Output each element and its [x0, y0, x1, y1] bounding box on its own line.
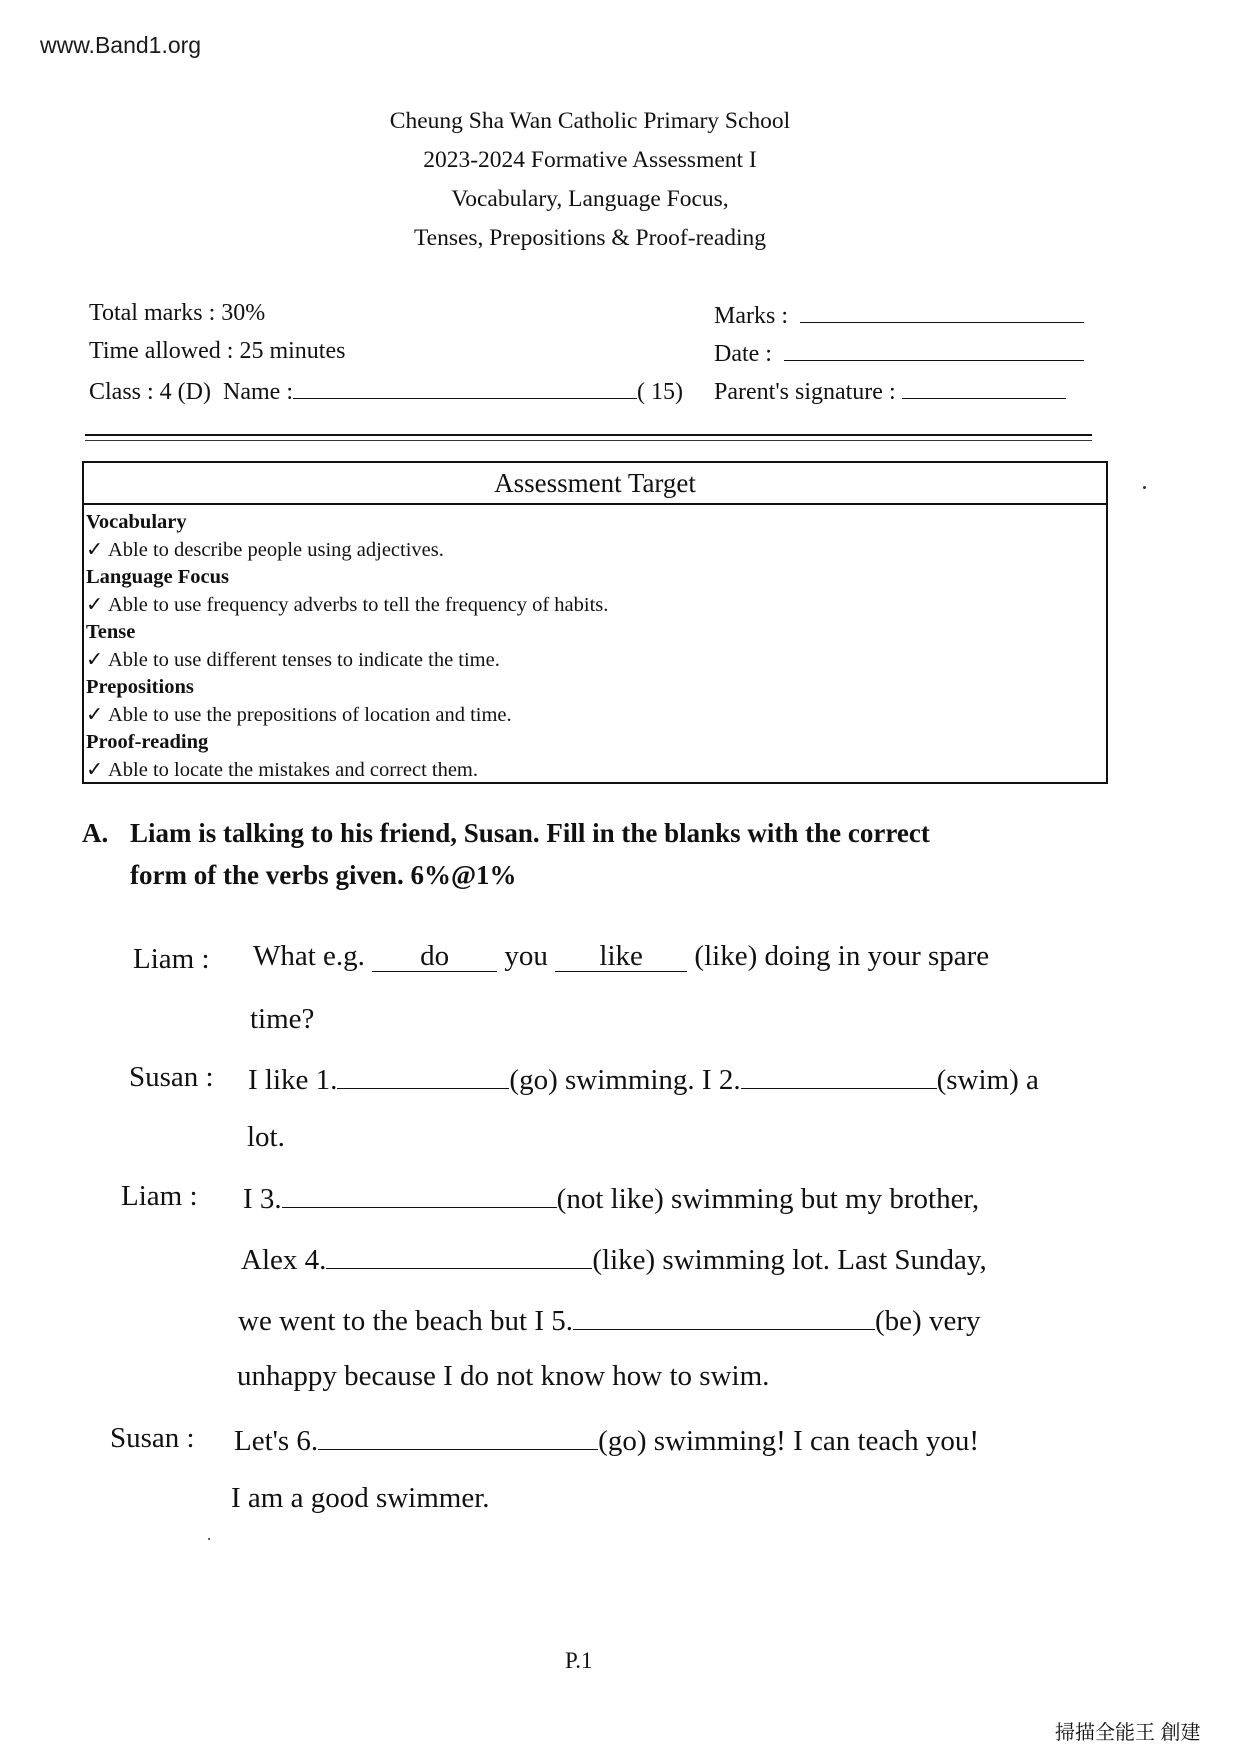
class-close-paren: ) — [203, 379, 212, 405]
marks-label: Marks : — [714, 303, 788, 329]
target-item — [86, 537, 1106, 565]
name-label: Name : — [223, 379, 293, 405]
assessment-name: 2023-2024 Formative Assessment I — [423, 147, 757, 173]
dialogue-line — [238, 1299, 980, 1338]
dialogue-text: (go) swimming! I can teach you! — [598, 1425, 980, 1457]
answer-blank-5[interactable] — [573, 1299, 875, 1330]
target-item — [86, 757, 1106, 785]
dialogue-speaker-liam: Liam : — [133, 943, 210, 975]
total-marks — [89, 300, 265, 327]
dialogue-text: I 3. — [243, 1183, 282, 1215]
answer-blank-3[interactable] — [282, 1177, 557, 1208]
dialogue-text: (not like) swimming but my brother, — [556, 1183, 980, 1215]
dialogue-text: Let's 6. — [234, 1425, 319, 1457]
dialogue-speaker-susan: Susan : — [110, 1422, 195, 1454]
assessment-target-list — [84, 505, 1106, 784]
total-marks-label: Total marks — [89, 300, 203, 326]
answer-blank-4[interactable] — [326, 1238, 592, 1269]
dialogue-text: we went to the beach but I 5. — [238, 1305, 574, 1337]
example-answer-2: like — [555, 941, 687, 972]
dialogue-text: Alex 4. — [241, 1244, 327, 1276]
checkmark-icon: ✓ — [86, 758, 104, 781]
class-name-row — [89, 376, 683, 406]
watermark-url: www.Band1.org — [40, 32, 202, 58]
scan-speck — [208, 1538, 210, 1540]
dialogue-text: I like 1. — [248, 1064, 338, 1096]
checkmark-icon: ✓ — [86, 593, 104, 616]
checkmark-icon: ✓ — [86, 648, 104, 671]
dialogue-text: (like) doing in your spare — [694, 940, 990, 972]
date-label: Date : — [714, 341, 772, 367]
assessment-target-box — [82, 461, 1108, 784]
target-category: Vocabulary — [86, 511, 187, 533]
dialogue-text: (go) swimming. I 2. — [509, 1064, 741, 1096]
class-number-open: ( — [637, 379, 645, 405]
header-divider-thin — [85, 440, 1092, 441]
exam-title-block — [0, 102, 1180, 258]
date-field[interactable] — [784, 338, 1084, 361]
target-item-text: Able to use frequency adverbs to tell the frequency of habits. — [108, 593, 609, 616]
target-item-text: Able to describe people using adjectives. — [108, 538, 444, 561]
header-divider-thick — [85, 434, 1092, 436]
dialogue-line — [241, 1238, 987, 1277]
example-answer-1: do — [372, 941, 497, 972]
parent-signature-row — [714, 376, 1066, 406]
class-number-close: ) — [675, 379, 683, 405]
time-allowed — [89, 338, 345, 365]
name-field[interactable] — [293, 376, 637, 399]
dialogue-text: you — [504, 940, 548, 972]
dialogue-continuation: time? — [250, 1003, 315, 1035]
target-category: Language Focus — [86, 566, 229, 588]
section-a-label: A. — [82, 818, 109, 848]
dialogue-continuation: I am a good swimmer. — [231, 1482, 490, 1514]
dialogue-line — [234, 1419, 979, 1458]
answer-blank-2[interactable] — [741, 1058, 937, 1089]
target-item — [86, 702, 1106, 730]
date-row — [714, 338, 1084, 368]
target-item — [86, 592, 1106, 620]
subjects-line-1: Vocabulary, Language Focus, — [451, 186, 729, 212]
dialogue-line — [248, 1058, 1039, 1097]
parent-signature-label: Parent's signature : — [714, 379, 896, 405]
assessment-target-title: Assessment Target — [84, 463, 1106, 505]
answer-blank-6[interactable] — [318, 1419, 598, 1450]
target-category: Prepositions — [86, 676, 194, 698]
dialogue-text: (like) swimming lot. Last Sunday, — [592, 1244, 987, 1276]
target-item-text: Able to locate the mistakes and correct them. — [108, 758, 479, 781]
dialogue-line — [253, 940, 989, 973]
instruction-line-1: Liam is talking to his friend, Susan. Fill in the blanks with the correct — [130, 818, 930, 848]
target-item-text: Able to use different tenses to indicate the time. — [108, 648, 500, 671]
class-label: Class : 4 ( — [89, 379, 186, 405]
target-category: Proof-reading — [86, 731, 209, 753]
marks-field[interactable] — [800, 300, 1084, 323]
page-number: P.1 — [565, 1648, 593, 1673]
dialogue-text: What e.g. — [253, 940, 365, 972]
class-number-value[interactable]: 15 — [651, 379, 675, 405]
total-marks-value: : 30% — [208, 300, 266, 326]
scanner-watermark: 掃描全能王 創建 — [1055, 1722, 1201, 1744]
time-allowed-label: Time allowed — [89, 338, 221, 364]
section-a-instruction — [82, 812, 930, 896]
dialogue-speaker-susan: Susan : — [129, 1061, 214, 1093]
target-item — [86, 647, 1106, 675]
answer-blank-1[interactable] — [337, 1058, 509, 1089]
checkmark-icon: ✓ — [86, 538, 104, 561]
parent-signature-field[interactable] — [902, 376, 1066, 399]
dialogue-speaker-liam: Liam : — [121, 1180, 198, 1212]
class-value[interactable]: D — [185, 379, 204, 405]
checkmark-icon: ✓ — [86, 703, 104, 726]
dialogue-continuation: lot. — [247, 1121, 285, 1153]
dialogue-continuation: unhappy because I do not know how to swim. — [237, 1360, 770, 1392]
dialogue-line — [243, 1177, 979, 1216]
marks-row — [714, 300, 1084, 330]
target-item-text: Able to use the prepositions of location and time. — [108, 703, 512, 726]
scan-speck — [1143, 486, 1146, 489]
dialogue-text: (swim) a — [936, 1064, 1039, 1096]
instruction-line-2: form of the verbs given. 6%@1% — [130, 860, 517, 890]
target-category: Tense — [86, 621, 136, 643]
dialogue-text: (be) very — [875, 1305, 981, 1337]
time-allowed-value: : 25 minutes — [226, 338, 346, 364]
school-name: Cheung Sha Wan Catholic Primary School — [389, 108, 791, 134]
subjects-line-2: Tenses, Prepositions & Proof-reading — [413, 225, 767, 251]
